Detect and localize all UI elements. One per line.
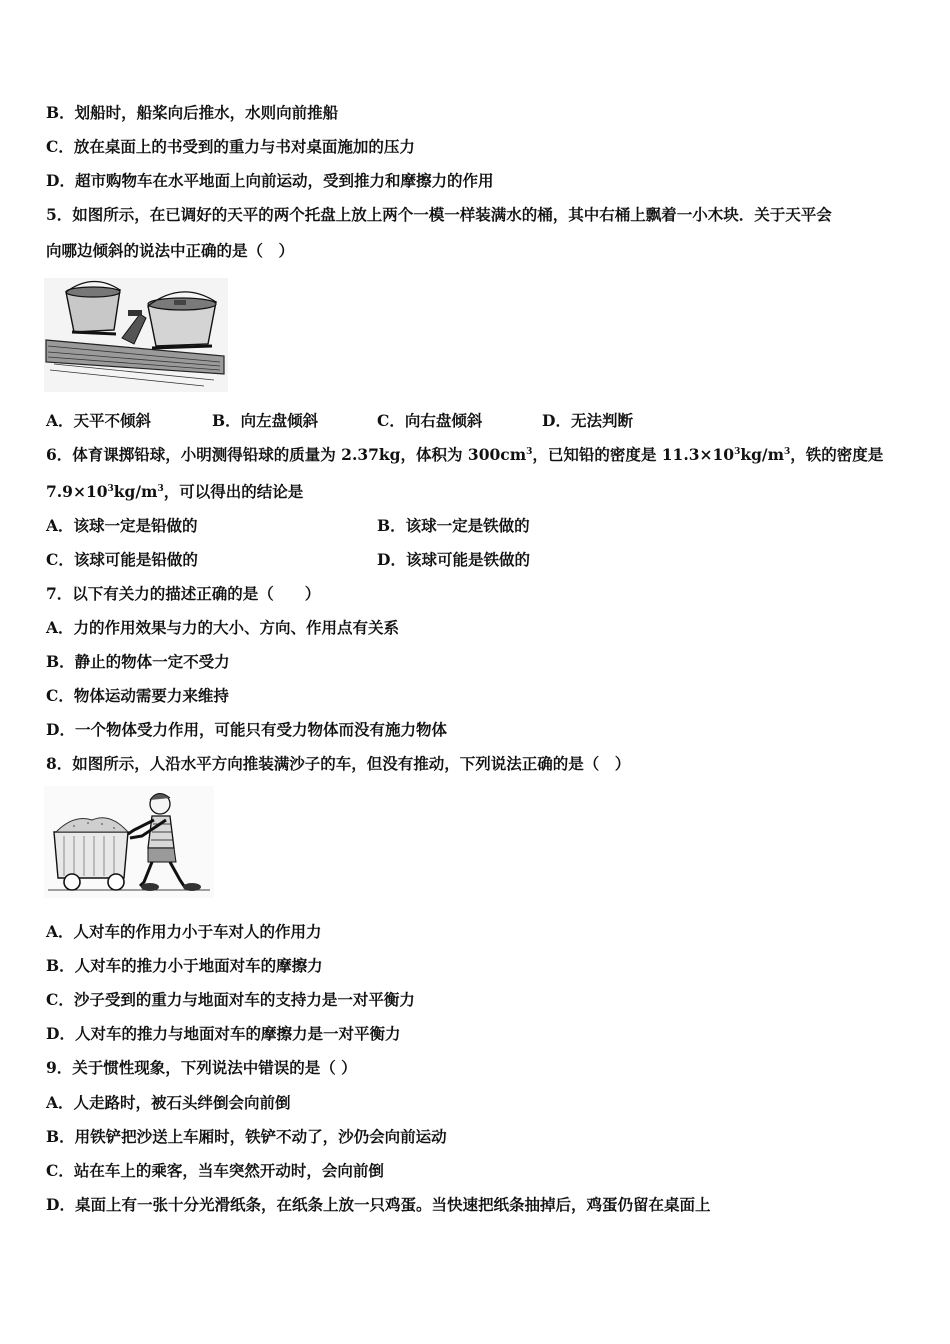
q5-stem-line2: 向哪边倾斜的说法中正确的是（ ） [46, 241, 295, 260]
q7-stem: 7．以下有关力的描述正确的是（ ） [46, 584, 321, 603]
q7-option-d: D．一个物体受力作用，可能只有受力物体而没有施力物体 [46, 720, 447, 739]
q4-option-b: B．划船时，船桨向后推水，水则向前推船 [46, 103, 339, 122]
q8-option-a: A．人对车的作用力小于车对人的作用力 [46, 922, 322, 941]
q7-option-b: B．静止的物体一定不受力 [46, 652, 230, 671]
q5-option-b: B．向左盘倾斜 [212, 411, 319, 430]
q8-option-b: B．人对车的推力小于地面对车的摩擦力 [46, 956, 323, 975]
q7-option-c: C．物体运动需要力来维持 [46, 686, 229, 705]
q9-stem: 9．关于惯性现象，下列说法中错误的是（ ） [46, 1058, 357, 1077]
q9-option-c: C．站在车上的乘客，当车突然开动时，会向前倒 [46, 1161, 384, 1180]
q8-option-d: D．人对车的推力与地面对车的摩擦力是一对平衡力 [46, 1024, 401, 1043]
boy-pushing-cart-figure [44, 786, 214, 898]
q4-option-c: C．放在桌面上的书受到的重力与书对桌面施加的压力 [46, 137, 415, 156]
q6-option-c: C．该球可能是铅做的 [46, 550, 198, 569]
q6-option-b: B．该球一定是铁做的 [377, 516, 530, 535]
q9-option-b: B．用铁铲把沙送上车厢时，铁铲不动了，沙仍会向前运动 [46, 1127, 447, 1146]
q7-option-a: A．力的作用效果与力的大小、方向、作用点有关系 [46, 618, 400, 637]
q8-option-c: C．沙子受到的重力与地面对车的支持力是一对平衡力 [46, 990, 415, 1009]
q8-stem: 8．如图所示，人沿水平方向推装满沙子的车，但没有推动，下列说法正确的是（ ） [46, 754, 631, 773]
q9-option-d: D．桌面上有一张十分光滑纸条，在纸条上放一只鸡蛋。当快速把纸条抽掉后，鸡蛋仍留在桌面上 [46, 1195, 711, 1214]
q5-option-d: D．无法判断 [542, 411, 633, 430]
q6-option-d: D．该球可能是铁做的 [377, 550, 530, 569]
q5-option-a: A．天平不倾斜 [46, 411, 152, 430]
q6-stem-line2: $7.9\times 10^3kg/m^3$，可以得出的结论是 [46, 482, 304, 501]
q9-option-a: A．人走路时，被石头绊倒会向前倒 [46, 1093, 291, 1112]
q6-stem-line1: 6．体育课掷铅球，小明测得铅球的质量为 2.37kg，体积为 $300cm^3$，已知铅的密度是 $11.3\times 10^3kg/m^3$，铁的密度是 [46, 445, 884, 464]
balance-buckets-figure [44, 278, 228, 392]
q5-stem-line1: 5．如图所示，在已调好的天平的两个托盘上放上两个一模一样装满水的桶，其中右桶上飘着一小木块．关于天平会 [46, 205, 832, 224]
q4-option-d: D．超市购物车在水平地面上向前运动，受到推力和摩擦力的作用 [46, 171, 494, 190]
q6-option-a: A．该球一定是铅做的 [46, 516, 198, 535]
q5-option-c: C．向右盘倾斜 [377, 411, 483, 430]
